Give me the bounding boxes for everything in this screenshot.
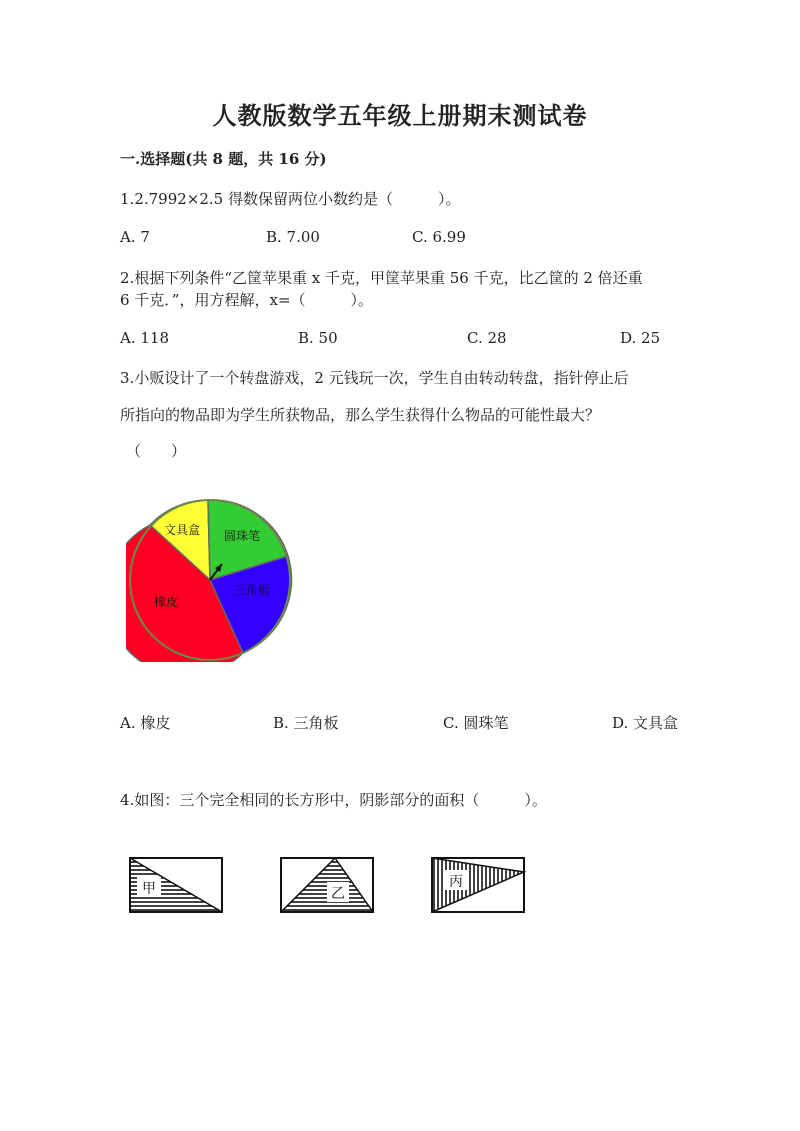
section-heading: 一.选择题(共 8 题，共 16 分) (120, 150, 327, 168)
q1-option-b: B. 7.00 (266, 228, 320, 246)
figure-bing (432, 858, 524, 912)
q3-option-a: A. 橡皮 (120, 714, 171, 732)
spinner-label-xiangpi: 橡皮 (154, 595, 179, 609)
question-number: 3. (120, 369, 135, 387)
q2-option-c: C. 28 (467, 329, 507, 347)
question-3 (120, 367, 629, 389)
question-text-line-1: 根据下列条件“乙筐苹果重 x 千克，甲筐苹果重 56 千克，比乙筐的 2 倍还重 (134, 269, 643, 287)
question-4 (120, 789, 547, 811)
figure-yi (281, 858, 373, 912)
figure-jia-label: 甲 (142, 881, 156, 897)
question-1 (120, 188, 461, 210)
figure-bing-label: 丙 (449, 874, 463, 890)
q2-option-a: A. 118 (120, 329, 169, 347)
figure-yi-label: 乙 (331, 886, 345, 902)
question-text: 2.7992×2.5 得数保留两位小数约是（ ）。 (134, 190, 461, 208)
spinner-figure (126, 496, 296, 662)
q1-option-c: C. 6.99 (412, 228, 466, 246)
question-number: 2. (120, 269, 135, 287)
question-3-line-2: 所指向的物品即为学生所获物品，那么学生获得什么物品的可能性最大？ (120, 406, 601, 424)
spinner-label-wenjuhe: 文具盒 (164, 523, 201, 537)
q3-option-c: C. 圆珠笔 (443, 714, 509, 732)
question-text-line-1: 小贩设计了一个转盘游戏，2 元钱玩一次，学生自由转动转盘，指针停止后 (134, 369, 629, 387)
rectangle-figures (0, 852, 800, 922)
q2-option-b: B. 50 (298, 329, 338, 347)
spinner-label-sanjiaoban: 三角板 (234, 583, 271, 597)
question-3-line-3: （ ） (126, 442, 187, 460)
spinner-label-yuanzhubi: 圆珠笔 (224, 529, 261, 543)
q3-option-b: B. 三角板 (273, 714, 339, 732)
q3-option-d: D. 文具盒 (612, 714, 679, 732)
q2-option-d: D. 25 (620, 329, 661, 347)
question-number: 4. (120, 791, 135, 809)
question-text: 如图：三个完全相同的长方形中，阴影部分的面积（ ）。 (134, 791, 547, 809)
question-2-line-2: 6 千克．”，用方程解，x=（ ）。 (120, 291, 374, 309)
figure-jia (130, 858, 222, 912)
q1-option-a: A. 7 (120, 228, 150, 246)
question-2 (120, 267, 643, 289)
question-number: 1. (120, 190, 135, 208)
page-title: 人教版数学五年级上册期末测试卷 (212, 101, 588, 130)
